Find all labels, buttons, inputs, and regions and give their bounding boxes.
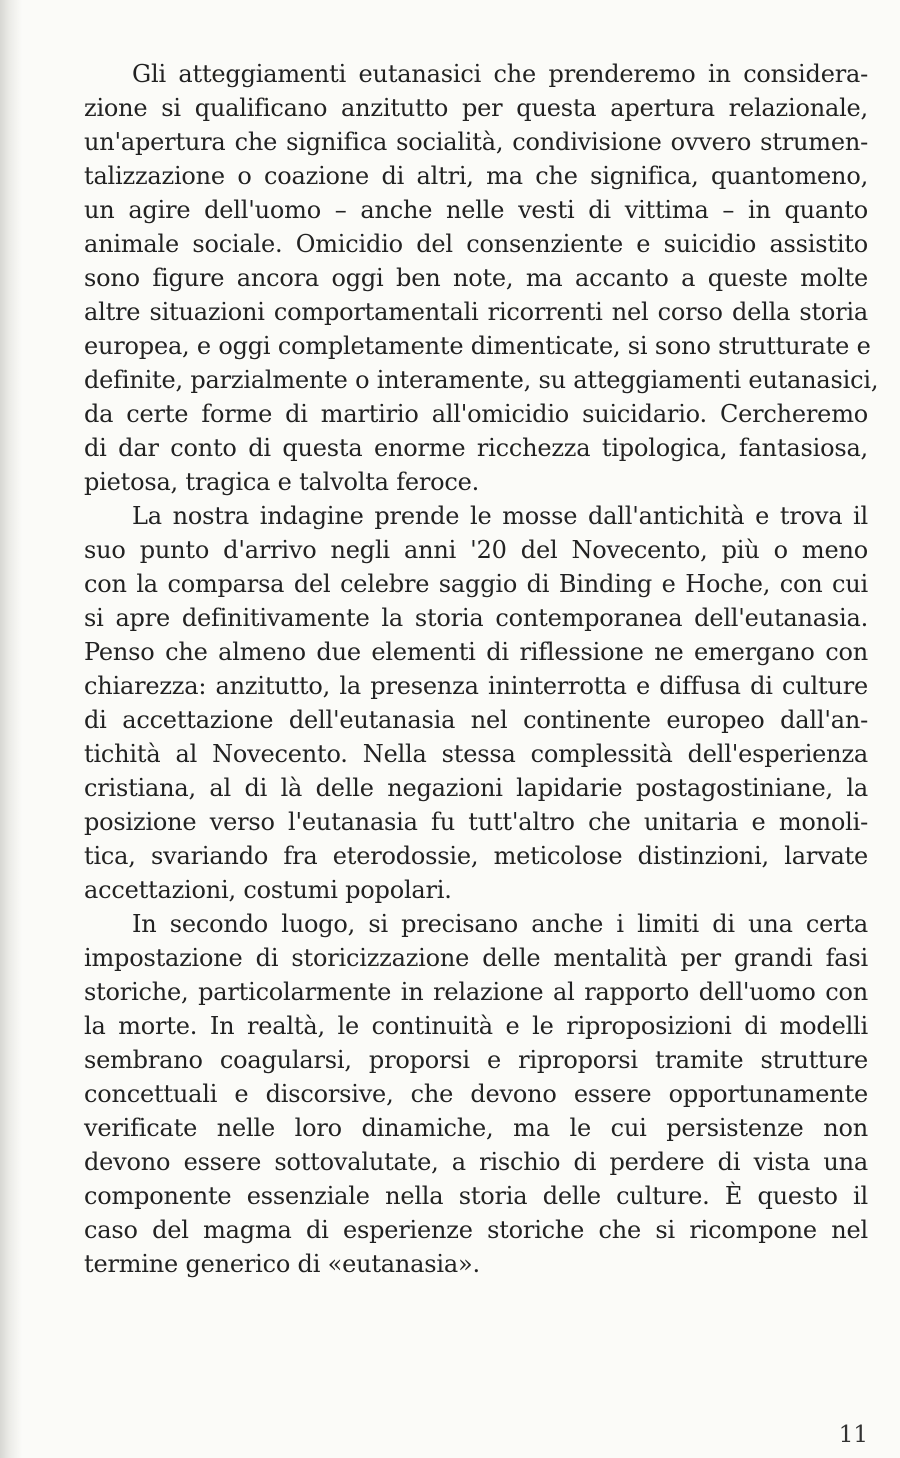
text-line: si apre definitivamente la storia contemporanea dell'eutanasia. (84, 604, 868, 632)
text-line: con la comparsa del celebre saggio di Binding e Hoche, con cui (84, 570, 868, 598)
text-line: tica, svariando fra eterodossie, meticolose distinzioni, larvate (84, 842, 868, 870)
body-text (84, 57, 879, 1281)
text-line: pietosa, tragica e talvolta feroce. (84, 468, 480, 496)
text-line: sono figure ancora oggi ben note, ma accanto a queste molte (84, 264, 868, 292)
text-line: Gli atteggiamenti eutanasici che prenderemo in considera- (132, 60, 868, 88)
text-line: sembrano coagularsi, proporsi e riproporsi tramite strutture (84, 1046, 868, 1074)
text-line: componente essenziale nella storia delle culture. È questo il (84, 1182, 868, 1210)
text-line: di dar conto di questa enorme ricchezza tipologica, fantasiosa, (84, 434, 868, 462)
text-line: accettazioni, costumi popolari. (84, 876, 452, 904)
text-line: cristiana, al di là delle negazioni lapidarie postagostiniane, la (84, 774, 868, 802)
text-line: termine generico di «eutanasia». (84, 1250, 480, 1278)
text-line: posizione verso l'eutanasia fu tutt'altro che unitaria e monoli- (84, 808, 868, 836)
text-line: di accettazione dell'eutanasia nel continente europeo dall'an- (84, 706, 868, 734)
paragraph (84, 907, 868, 1281)
text-line: la morte. In realtà, le continuità e le riproposizioni di modelli (84, 1012, 868, 1040)
text-line: In secondo luogo, si precisano anche i limiti di una certa (132, 910, 868, 938)
text-line: europea, e oggi completamente dimenticate, si sono strutturate e (84, 332, 871, 360)
text-line: talizzazione o coazione di altri, ma che significa, quantomeno, (84, 162, 868, 190)
text-line: impostazione di storicizzazione delle mentalità per grandi fasi (84, 944, 868, 972)
text-line: animale sociale. Omicidio del consenziente e suicidio assistito (84, 230, 868, 258)
text-line: caso del magma di esperienze storiche che si ricompone nel (84, 1216, 868, 1244)
page-number: 11 (838, 1422, 868, 1448)
text-line: devono essere sottovalutate, a rischio di perdere di vista una (84, 1148, 868, 1176)
text-line: suo punto d'arrivo negli anni '20 del Novecento, più o meno (84, 536, 868, 564)
paragraph (84, 57, 879, 499)
text-line: storiche, particolarmente in relazione al rapporto dell'uomo con (84, 978, 868, 1006)
text-line: definite, parzialmente o interamente, su atteggiamenti eutanasici, (84, 366, 879, 394)
text-line: verificate nelle loro dinamiche, ma le cui persistenze non (84, 1114, 868, 1142)
text-line: un'apertura che significa socialità, condivisione ovvero strumen- (84, 128, 868, 156)
text-line: un agire dell'uomo – anche nelle vesti di vittima – in quanto (84, 196, 868, 224)
page-gutter-shadow (0, 0, 22, 1458)
text-line: concettuali e discorsive, che devono essere opportunamente (84, 1080, 868, 1108)
text-line: La nostra indagine prende le mosse dall'antichità e trova il (132, 502, 868, 530)
text-line: altre situazioni comportamentali ricorrenti nel corso della storia (84, 298, 868, 326)
text-line: chiarezza: anzitutto, la presenza ininterrotta e diffusa di culture (84, 672, 868, 700)
text-line: da certe forme di martirio all'omicidio suicidario. Cercheremo (84, 400, 868, 428)
paragraph (84, 499, 868, 907)
text-line: Penso che almeno due elementi di riflessione ne emergano con (84, 638, 868, 666)
text-line: tichità al Novecento. Nella stessa complessità dell'esperienza (84, 740, 868, 768)
text-line: zione si qualificano anzitutto per questa apertura relazionale, (84, 94, 868, 122)
